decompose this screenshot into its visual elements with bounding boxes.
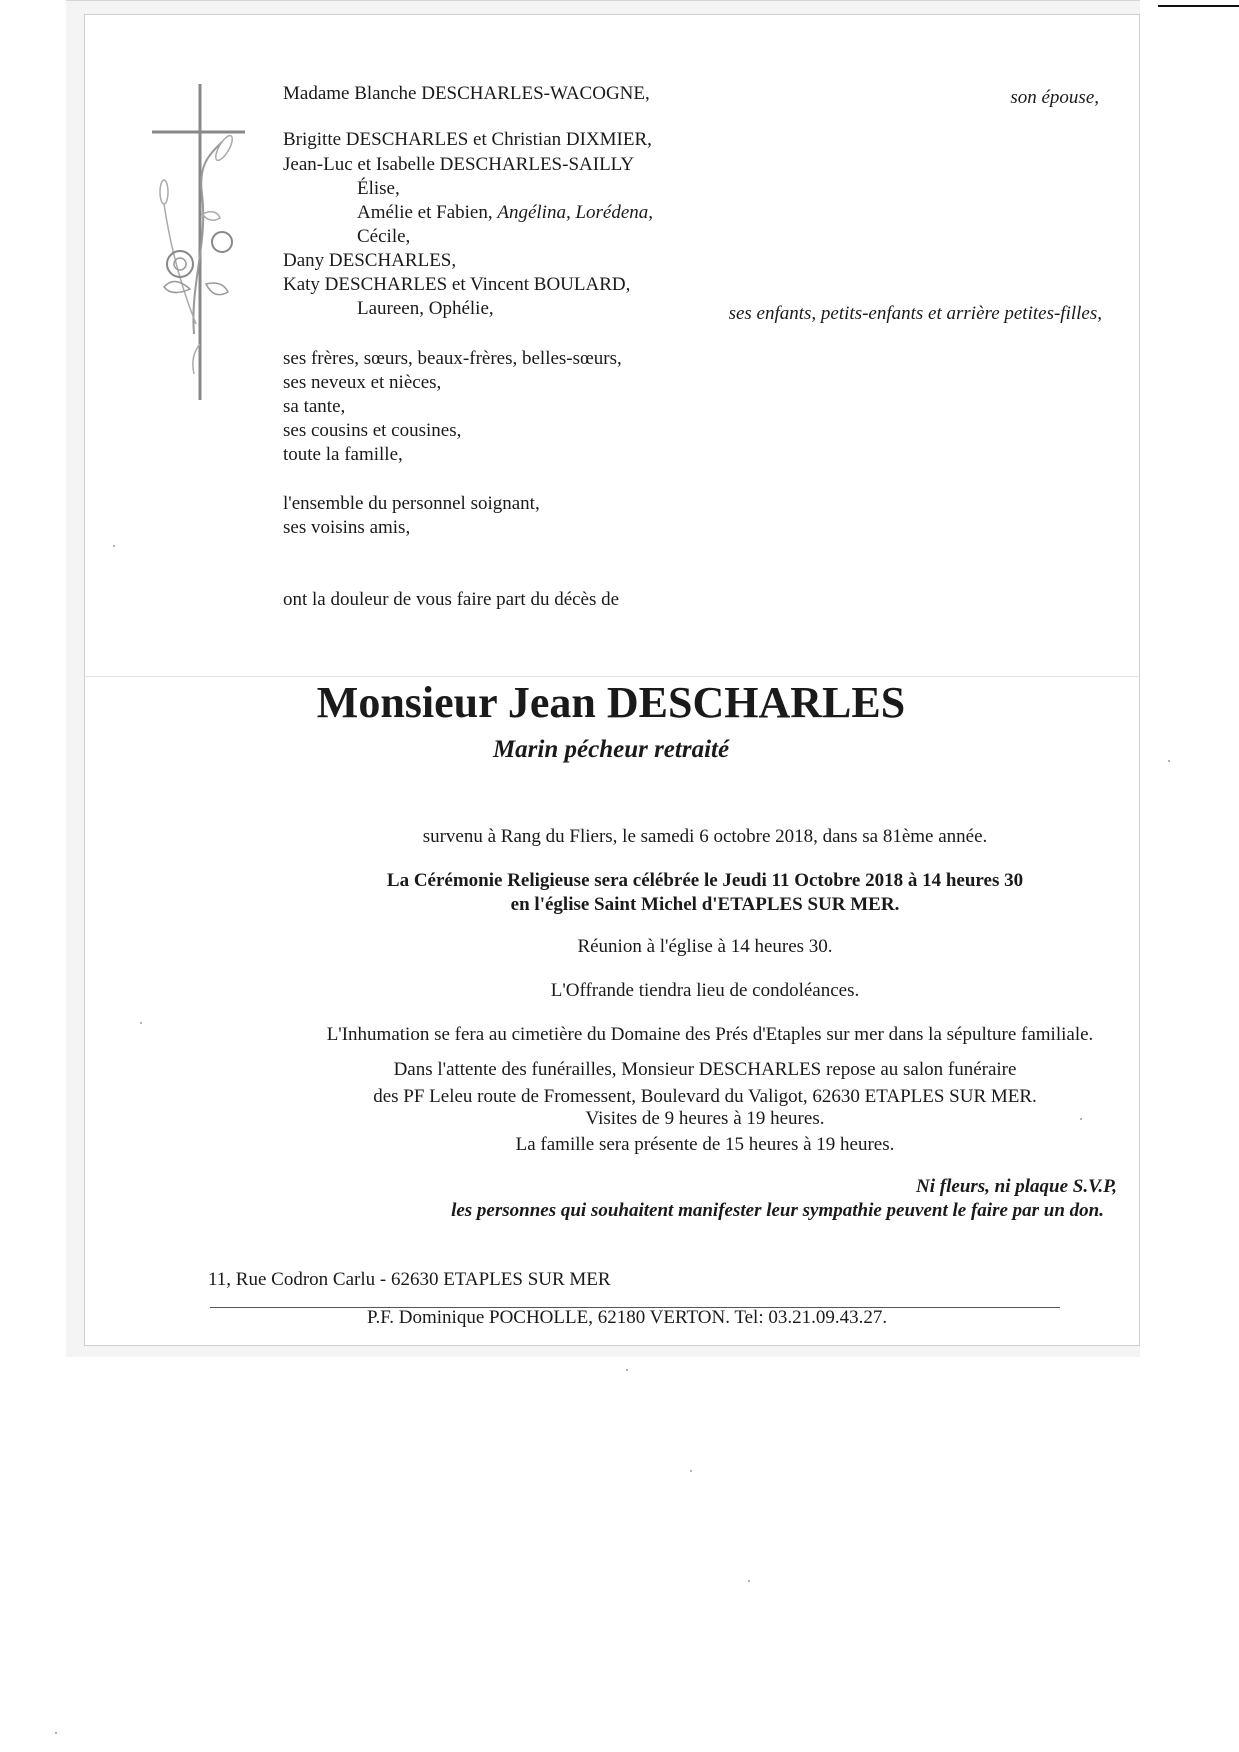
death-details: survenu à Rang du Fliers, le samedi 6 octobre 2018, dans sa 81ème année. [422,826,988,847]
announcement-intro: ont la douleur de vous faire part du décès de [283,589,620,610]
offrande-line: L'Offrande tiendra lieu de condoléances. [550,980,860,1001]
family-line-staff: l'ensemble du personnel soignant, [283,493,540,514]
scan-speck [55,1732,57,1734]
edge-mark [1158,5,1239,7]
ceremony-line-2: en l'église Saint Michel d'ETAPLES SUR MER. [510,894,900,915]
scan-speck [1168,760,1170,762]
family-line-spouse: Madame Blanche DESCHARLES-WACOGNE, [283,83,650,104]
family-line-children-2: Jean-Luc et Isabelle DESCHARLES-SAILLY [283,154,635,175]
cross-flower-icon [150,84,260,400]
scan-speck [748,1580,750,1582]
scan-speck [140,1022,142,1024]
family-line-grandchild-2: Amélie et Fabien, Angélina, Lorédena, [357,202,654,223]
scan-speck [626,1369,628,1371]
deceased-profession: Marin pécheur retraité [492,736,730,763]
family-line-aunt: sa tante, [283,396,346,417]
family-line-grandchild-4: Laureen, Ophélie, [357,298,494,319]
footer-address: 11, Rue Codron Carlu - 62630 ETAPLES SUR MER [208,1269,611,1290]
family-line-nephews: ses neveux et nièces, [283,372,442,393]
label-children: ses enfants, petits-enfants et arrière petites-filles, [728,303,1102,324]
label-spouse: son épouse, [1010,87,1099,108]
footer-funeral-home: P.F. Dominique POCHOLLE, 62180 VERTON. Tel: 03.21.09.43.27. [367,1307,888,1328]
rest-line-2: des PF Leleu route de Fromessent, Boulevard du Valigot, 62630 ETAPLES SUR MER. [373,1086,1037,1107]
reunion-line: Réunion à l'église à 14 heures 30. [577,936,833,957]
family-line-children-1: Brigitte DESCHARLES et Christian DIXMIER, [283,129,652,150]
scan-speck [1080,1118,1082,1120]
ceremony-line-1: La Cérémonie Religieuse sera célébrée le Jeudi 11 Octobre 2018 à 14 heures 30 [386,870,1024,891]
family-line-grandchild-3: Cécile, [357,226,411,247]
family-line-neighbours: ses voisins amis, [283,517,411,538]
rest-line-4: La famille sera présente de 15 heures à 19 heures. [515,1134,895,1155]
family-line-siblings: ses frères, sœurs, beaux-frères, belles-sœurs, [283,348,622,369]
rest-line-3: Visites de 9 heures à 19 heures. [585,1108,825,1129]
family-line-cousins: ses cousins et cousines, [283,420,462,441]
family-line-all: toute la famille, [283,444,403,465]
closing-line-1: Ni fleurs, ni plaque S.V.P, [916,1176,1117,1197]
family-line-children-4: Katy DESCHARLES et Vincent BOULARD, [283,274,631,295]
rest-line-1: Dans l'attente des funérailles, Monsieur DESCHARLES repose au salon funéraire [393,1059,1017,1080]
deceased-name: Monsieur Jean DESCHARLES [316,678,906,727]
closing-line-2: les personnes qui souhaitent manifester leur sympathie peuvent le faire par un don. [451,1200,1104,1221]
family-line-children-3: Dany DESCHARLES, [283,250,457,271]
scan-speck [113,545,115,547]
scan-speck [690,1470,692,1472]
family-line-grandchild-1: Élise, [357,178,400,199]
inhumation-line: L'Inhumation se fera au cimetière du Domaine des Prés d'Etaples sur mer dans la sépulture familiale. [326,1024,1094,1045]
